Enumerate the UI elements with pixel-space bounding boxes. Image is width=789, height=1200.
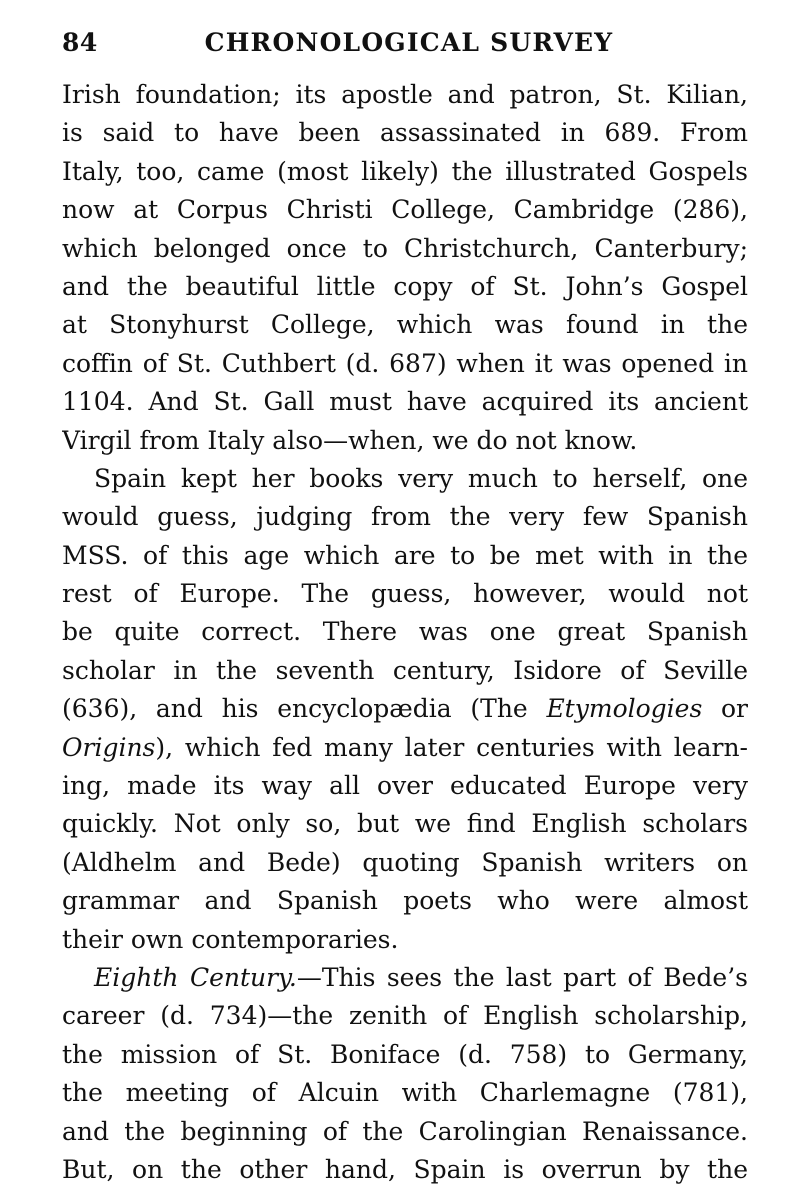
page-header bbox=[62, 24, 748, 66]
text-segment: (636), and his encyclopædia (The bbox=[62, 694, 547, 724]
text-segment: —This sees the last part of Bede’s bbox=[296, 962, 748, 992]
text-line: be quite correct. There was one great Spanish bbox=[62, 617, 748, 647]
text-line bbox=[62, 959, 748, 997]
section-heading: Eighth Century. bbox=[94, 962, 297, 992]
text-line: grammar and Spanish poets who were almost bbox=[62, 886, 748, 916]
paragraph-2 bbox=[62, 460, 748, 959]
text-line: now at Corpus Christi College, Cambridge (286), bbox=[62, 195, 748, 225]
text-line: the mission of St. Boniface (d. 758) to Germany, bbox=[62, 1039, 748, 1069]
text-line: rest of Europe. The guess, however, would not bbox=[62, 579, 748, 609]
text-line: ing, made its way all over educated Europe very bbox=[62, 771, 748, 801]
text-line: MSS. of this age which are to be met with in the bbox=[62, 540, 748, 570]
text-line bbox=[62, 729, 748, 767]
paragraph-3 bbox=[62, 959, 748, 1189]
paragraph-1 bbox=[62, 76, 748, 460]
italic-title: Origins bbox=[62, 732, 156, 762]
text-line: which belonged once to Christchurch, Canterbury; bbox=[62, 233, 748, 263]
text-line: But, on the other hand, Spain is overrun by the bbox=[62, 1154, 748, 1184]
text-line: coffin of St. Cuthbert (d. 687) when it was opened in bbox=[62, 348, 748, 378]
text-line: at Stonyhurst College, which was found in the bbox=[62, 310, 748, 340]
text-line: Irish foundation; its apostle and patron, St. Kilian, bbox=[62, 80, 748, 109]
text-line: scholar in the seventh century, Isidore of Seville bbox=[62, 655, 748, 685]
text-line: is said to have been assassinated in 689. From bbox=[62, 118, 748, 148]
text-line: would guess, judging from the very few Spanish bbox=[62, 502, 748, 532]
text-line: Spain kept her books very much to herself, one bbox=[94, 463, 748, 493]
book-page bbox=[62, 24, 748, 1189]
text-line: 1104. And St. Gall must have acquired its ancient bbox=[62, 387, 748, 417]
text-line: Italy, too, came (most likely) the illustrated Gospels bbox=[62, 156, 748, 186]
italic-title: Etymologies bbox=[546, 694, 703, 724]
text-line: and the beautiful little copy of St. John’s Gospel bbox=[62, 271, 748, 301]
text-line: the meeting of Alcuin with Charlemagne (781), bbox=[62, 1078, 748, 1108]
page-number: 84 bbox=[62, 28, 98, 57]
text-line: quickly. Not only so, but we find English scholars bbox=[62, 809, 748, 839]
text-line: and the beginning of the Carolingian Renaissance. bbox=[62, 1116, 748, 1146]
text-line: career (d. 734)—the zenith of English scholarship, bbox=[62, 1001, 748, 1031]
text-line: Virgil from Italy also—when, we do not know. bbox=[62, 425, 638, 455]
text-line: (Aldhelm and Bede) quoting Spanish writers on bbox=[62, 847, 748, 877]
text-line: their own contemporaries. bbox=[62, 924, 399, 954]
text-segment: ), which fed many later centuries with learn- bbox=[155, 732, 748, 762]
text-line bbox=[62, 690, 748, 728]
text-segment: or bbox=[702, 694, 748, 724]
running-title: CHRONOLOGICAL SURVEY bbox=[204, 28, 614, 57]
